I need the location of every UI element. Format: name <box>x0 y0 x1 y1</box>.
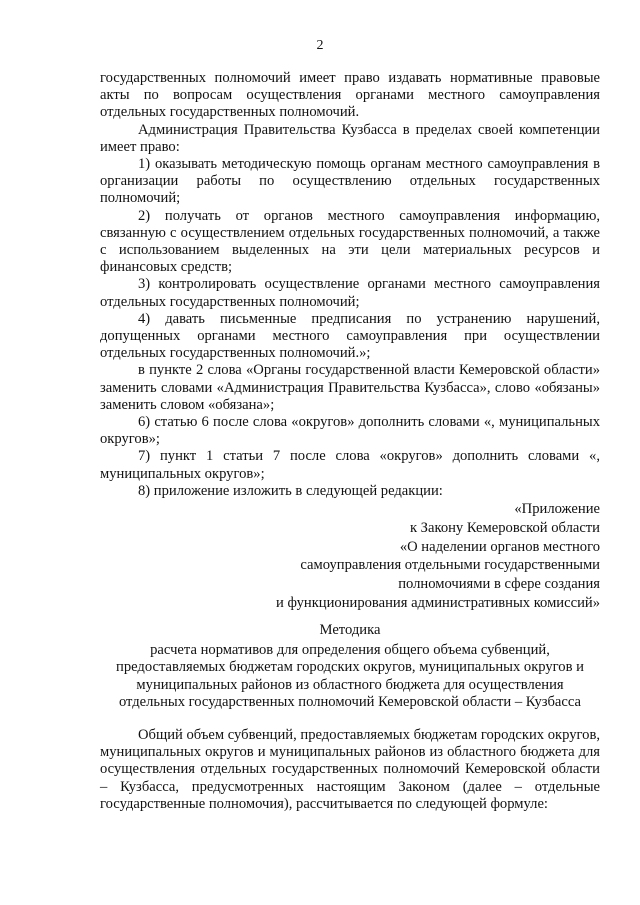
appendix-line: и функционирования административных комиссий» <box>276 594 600 611</box>
method-title-block <box>80 622 620 712</box>
appendix-heading <box>276 500 600 613</box>
paragraph-appendix-intro: 8) приложение изложить в следующей редакции: <box>138 482 443 499</box>
paragraph-point-2: в пункте 2 слова «Органы государственной власти Кемеровской области» заменить словами «Администрация Правительства Кузбасса», слово «обязаны» заменить словом «обязана»; <box>100 362 600 413</box>
appendix-line: «О наделении органов местного <box>399 538 600 555</box>
appendix-line: полномочиями в сфере создания <box>398 576 600 593</box>
appendix-line: «Приложение <box>514 501 600 517</box>
method-title: Методика <box>319 622 381 638</box>
paragraph-item-3: 3) контролировать осуществление органами местного самоуправления отдельных государственных полномочий; <box>100 276 600 310</box>
paragraph-formula-intro: Общий объем субвенций, предоставляемых бюджетам городских округов, муниципальных округов и муниципальных районов из областного бюджета для осуществления отдельных государственных полномочий Кемеровской области – Кузбасса, предусмотренных настоящим Законом (далее – отдельные государственные полномочия), рассчитывается по следующей формуле: <box>100 727 600 812</box>
final-text <box>100 727 600 813</box>
paragraph-continuation: государственных полномочий имеет право издавать нормативные правовые акты по вопросам осуществления органами местного самоуправления отдельных государственных полномочий. <box>100 70 600 121</box>
paragraph-item-1: 1) оказывать методическую помощь органам местного самоуправления в организации работы по осуществлению отдельных государственных полномочий; <box>100 156 600 207</box>
body-text <box>100 70 600 500</box>
method-subtitle-line: отдельных государственных полномочий Кемеровской области – Кузбасса <box>118 694 582 711</box>
page-number: 2 <box>316 38 324 53</box>
paragraph-article-6: 6) статью 6 после слова «округов» дополнить словами «, муниципальных округов»; <box>100 414 600 448</box>
paragraph-item-4: 4) давать письменные предписания по устранению нарушений, допущенных органами местного самоуправления при осуществлении отдельных государственных полномочий.»; <box>100 310 600 362</box>
paragraph-admin-rights: Администрация Правительства Кузбасса в пределах своей компетенции имеет право: <box>100 121 600 155</box>
appendix-line: самоуправления отдельными государственными <box>300 557 600 574</box>
method-subtitle-line: предоставляемых бюджетам городских округов, муниципальных округов и <box>116 659 584 676</box>
method-subtitle-line: расчета нормативов для определения общего объема субвенций, <box>150 641 550 658</box>
appendix-line: к Закону Кемеровской области <box>409 519 600 536</box>
method-subtitle-line: муниципальных районов из областного бюджета для осуществления <box>136 676 564 693</box>
paragraph-article-7: 7) пункт 1 статьи 7 после слова «округов» дополнить словами «, муниципальных округов»; <box>100 448 600 482</box>
paragraph-item-2: 2) получать от органов местного самоуправления информацию, связанную с осуществлением отдельных государственных полномочий, а также с использованием выделенных на эти цели материальных ресурсов и финансовых средств; <box>100 207 600 276</box>
